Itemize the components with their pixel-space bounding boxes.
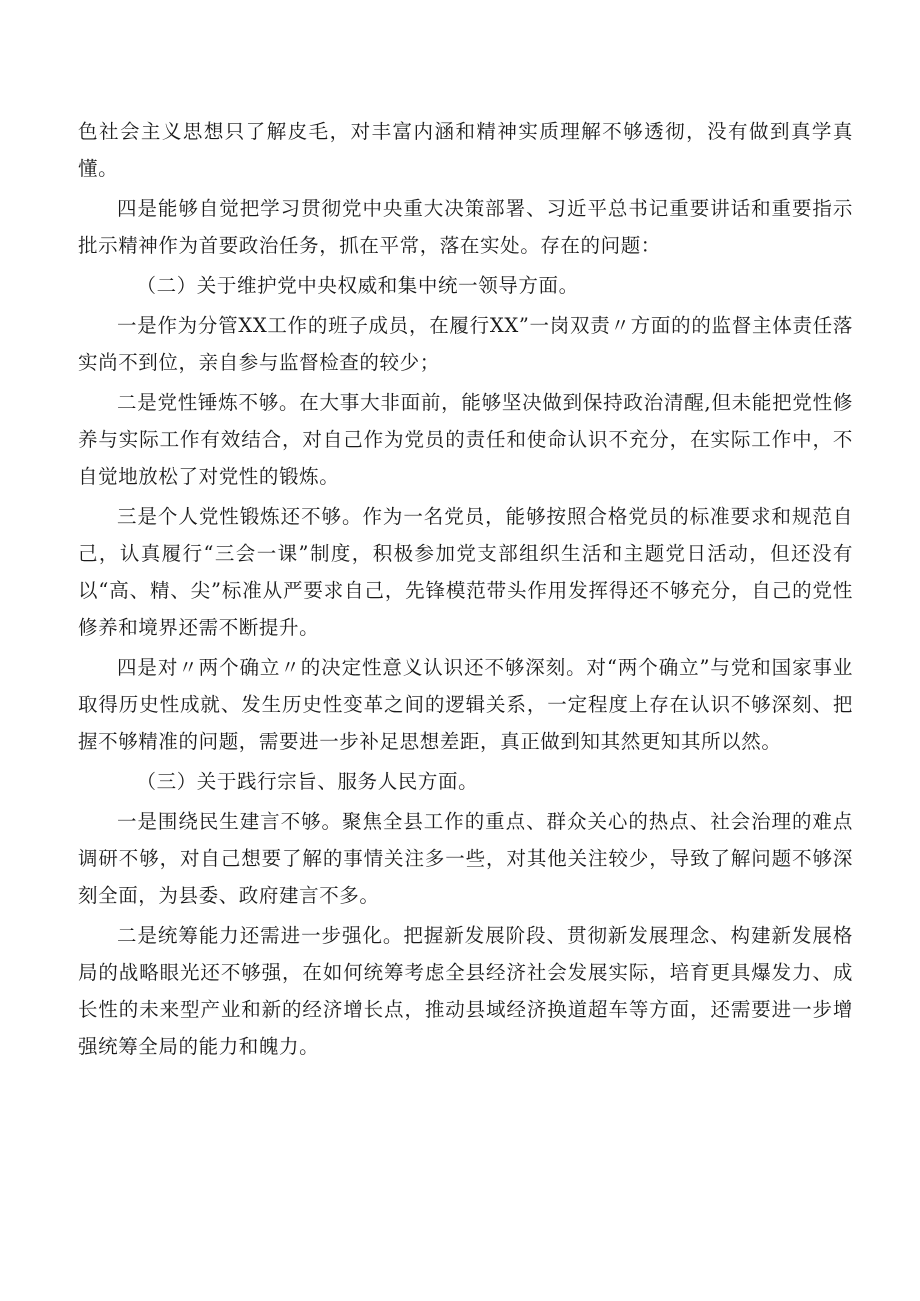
paragraph-item-2-party-spirit: 二是党性锤炼不够。在大事大非面前，能够坚决做到保持政治清醒,但未能把党性修养与实际工作有效结合，对自己作为党员的责任和使命认识不充分，在实际工作中，不自觉地放松了对党性的锻炼。	[78, 391, 853, 488]
document-body	[78, 113, 853, 1068]
paragraph-item-4-two-establishments: 四是对〃两个确立〃的决定性意义认识还不够深刻。对“两个确立”与党和国家事业取得历史性成就、发生历史性变革之间的逻辑关系，一定程度上存在认识不够深刻、把握不够精准的问题，需要进一步补足思想差距，真正做到知其然更知其所以然。	[78, 656, 853, 753]
paragraph-continuation: 色社会主义思想只了解皮毛，对丰富内涵和精神实质理解不够透彻，没有做到真学真懂。	[78, 120, 853, 180]
section-heading-3: （三）关于践行宗旨、服务人民方面。	[136, 770, 479, 793]
section-heading-2: （二）关于维护党中央权威和集中统一领导方面。	[136, 274, 579, 297]
paragraph-item-3-personal-training: 三是个人党性锻炼还不够。作为一名党员，能够按照合格党员的标准要求和规范自己，认真履行“三会一课”制度，积极参加党支部组织生活和主题党日活动，但还没有以“高、精、尖”标准从严要求自己，先锋模范带头作用发挥得还不够充分，自己的党性修养和境界还需不断提升。	[78, 505, 853, 639]
paragraph-item-1-supervision: 一是作为分管XX工作的班子成员，在履行XX”一岗双责〃方面的的监督主体责任落实尚不到位，亲自参与监督检查的较少；	[78, 314, 853, 374]
paragraph-item-2-coordination: 二是统筹能力还需进一步强化。把握新发展阶段、贯彻新发展理念、构建新发展格局的战略眼光还不够强，在如何统筹考虑全县经济社会发展实际，培育更具爆发力、成长性的未来型产业和新的经济增长点，推动县域经济换道超车等方面，还需要进一步增强统筹全局的能力和魄力。	[78, 924, 853, 1058]
paragraph-item-1-livelihood: 一是围绕民生建言不够。聚焦全县工作的重点、群众关心的热点、社会治理的难点调研不够，对自己想要了解的事情关注多一些，对其他关注较少，导致了解问题不够深刻全面，为县委、政府建言不多。	[78, 810, 853, 907]
paragraph-item-4-political-task: 四是能够自觉把学习贯彻党中央重大决策部署、习近平总书记重要讲话和重要指示批示精神作为首要政治任务，抓在平常，落在实处。存在的问题：	[78, 197, 853, 257]
